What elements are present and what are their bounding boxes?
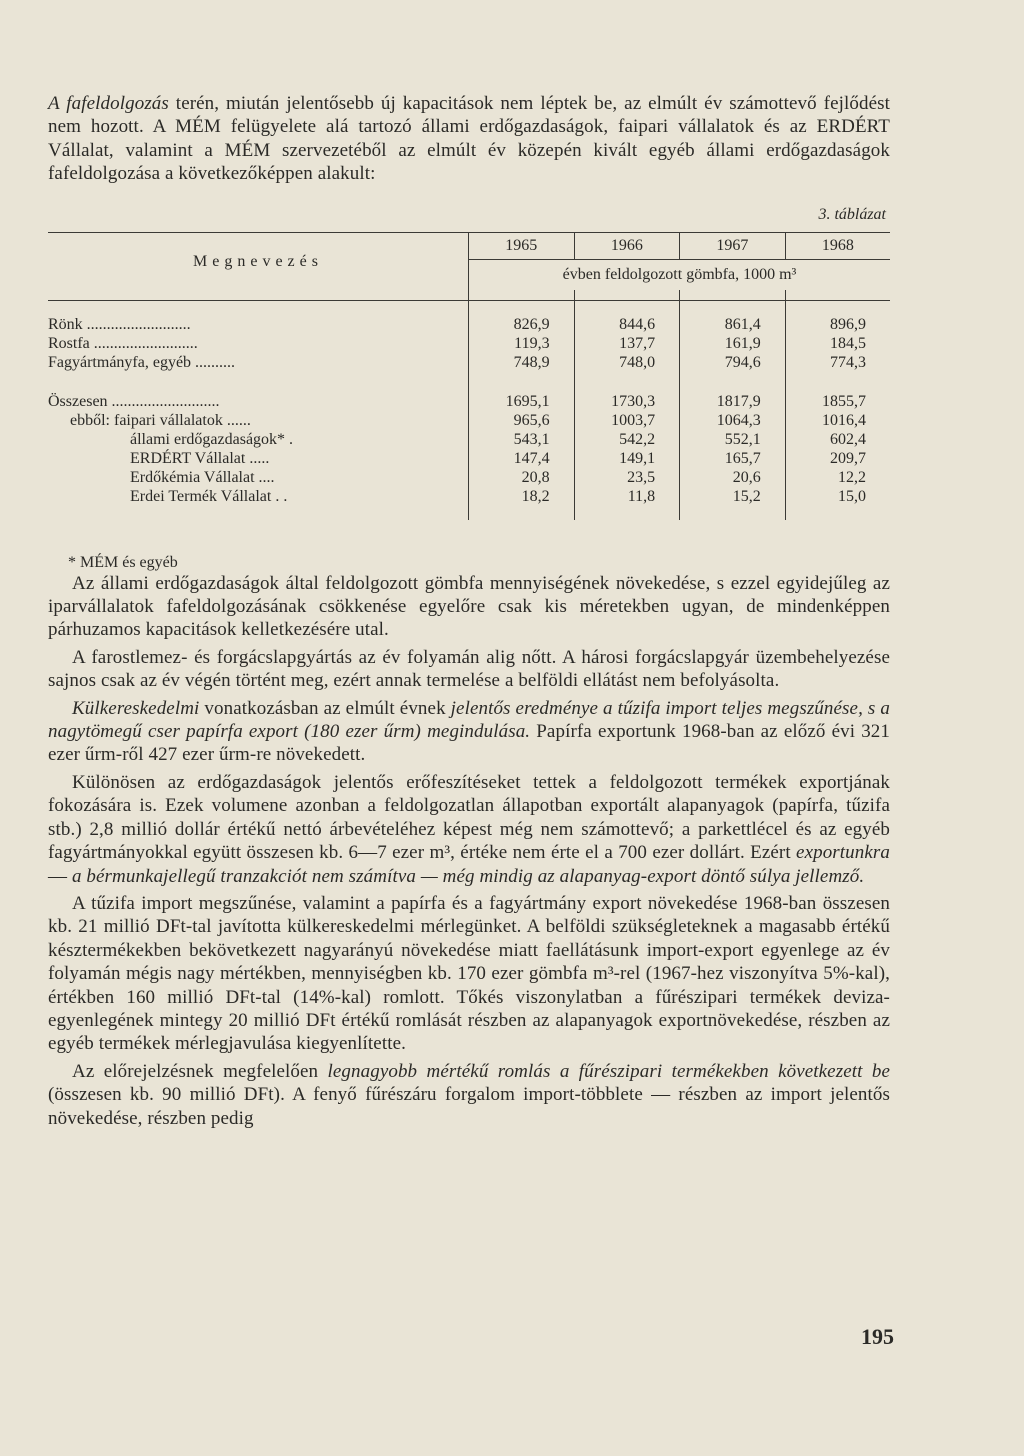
emphasis: Külkereskedelmi (72, 697, 200, 719)
cell: 896,9 (830, 315, 866, 333)
cell: 137,7 (574, 334, 680, 353)
cell: 748,0 (574, 353, 680, 372)
row-label: Erdei Termék Vállalat . . (48, 487, 469, 506)
table-row (48, 430, 890, 449)
cell: 1730,3 (574, 392, 680, 411)
cell: 149,1 (574, 449, 680, 468)
row-label: ERDÉRT Vállalat ..... (48, 449, 469, 468)
cell: 119,3 (469, 334, 575, 353)
cell: 602,4 (830, 430, 866, 448)
cell: 1855,7 (822, 392, 866, 410)
table-row (48, 353, 890, 372)
emphasis: jelentős eredménye a tűzifa import teljes megszűnése, s a nagytömegű cser papírfa export (180 ezer űrm) megindulása. (48, 697, 890, 743)
text-run: vonatkozásban az elmúlt évnek (199, 697, 451, 719)
emphasis: exportunkra (796, 842, 890, 864)
row-label: ebből: faipari vállalatok ...... (48, 411, 469, 430)
emphasis: legnagyobb mértékű romlás a fűrészipari termékekben következett be (327, 1060, 890, 1082)
cell: 542,2 (574, 430, 680, 449)
cell: 161,9 (680, 334, 786, 353)
paragraph-5: A tűzifa import megszűnése, valamint a papírfa és a fagyártmány export növekedése 1968-ban összesen kb. 21 millió DFt-tal javította külkereskedelmi mérlegünket. A belföldi szükségleteknek a magasabb értékű késztermékekben bekövetkezett nagyarányú növekedése miatt faellátásunk import-export egyenlege az év folyamán mégis nagy mértékben, mennyiségben kb. 170 ezer gömbfa m³-rel (1967-hez viszonyítva 5%-kal), értékben 160 millió DFt-tal (14%-kal) romlott. Tőkés viszonylatban a fűrészipari termékek deviza-egyenlegének mintegy 20 millió DFt értékű romlását részben az alapanyagok exportnövekedése, részben az egyéb termékek mérlegjavulása kiegyenlítette. (48, 892, 890, 1055)
unit-header: évben feldolgozott gömbfa, 1000 m³ (562, 266, 797, 284)
paragraph-2: A farostlemez- és forgácslapgyártás az év folyamán alig nőtt. A hárosi forgácslapgyár üzembehelyezése sajnos csak az év végén történt meg, ezért annak termelése a belföldi ellátást nem befolyásolta. (48, 646, 890, 692)
table-header-row (48, 232, 890, 259)
year-header-1967: 1967 (680, 232, 786, 259)
table-row (48, 487, 890, 506)
cell: 165,7 (680, 449, 786, 468)
cell: 552,1 (680, 430, 786, 449)
text-run: Különösen az erdőgazdaságok jelentős erőfeszítéseket tettek a feldolgozott termékek exportjának fokozására is. Ezek volumene azonban a feldolgozatlan állapotban exportált alapanyagok (papírfa, tűzifa stb.) 2,8 millió dollár értékű nettó árbevételéhez képest még nem számottevő; a parkettlécel és az egyéb fagyártmányokkal együtt összesen kb. 6—7 ezer m³, értéke nem érte el a 700 ezer dollárt. Ezért (48, 771, 890, 864)
year-header-1968: 1968 (785, 232, 890, 259)
intro-paragraph (48, 92, 890, 186)
cell: 209,7 (830, 449, 866, 467)
paragraph-6 (48, 1060, 890, 1130)
cell: 1817,9 (680, 392, 786, 411)
table-row (48, 334, 890, 353)
cell: 18,2 (469, 487, 575, 506)
page-content (48, 92, 890, 1130)
cell: 15,0 (838, 487, 866, 505)
column-header-label: Megnevezés (48, 232, 469, 290)
cell: 844,6 (574, 315, 680, 334)
text-run: Az előrejelzésnek megfelelően (72, 1060, 328, 1082)
year-header-1966: 1966 (574, 232, 680, 259)
row-label: Fagyártmányfa, egyéb .......... (48, 353, 469, 372)
row-label: Rönk .......................... (48, 315, 469, 334)
cell: 826,9 (469, 315, 575, 334)
cell: 1695,1 (469, 392, 575, 411)
cell: 774,3 (830, 353, 866, 371)
paragraph-4 (48, 771, 890, 888)
cell: 861,4 (680, 315, 786, 334)
header-bottom-rule (48, 290, 890, 301)
table-label: 3. táblázat (818, 205, 886, 223)
text-run: (összesen kb. 90 millió DFt). A fenyő fűrészáru forgalom import-többlete — részben az import jelentős növekedése, részben pedig (48, 1084, 890, 1129)
cell: 12,2 (838, 468, 866, 486)
cell: 748,9 (469, 353, 575, 372)
text-run: — (48, 865, 72, 887)
table-footnote: * MÉM és egyéb (68, 553, 178, 571)
intro-lead: A fafeldolgozás (48, 93, 169, 114)
cell: 1016,4 (822, 411, 866, 429)
cell: 184,5 (830, 334, 866, 352)
cell: 1064,3 (680, 411, 786, 430)
cell: 23,5 (574, 468, 680, 487)
emphasis: a bérmunkajellegű tranzakciót nem számítva — még mindig az alapanyag-export döntő súlya jellemző. (71, 865, 865, 887)
cell: 20,6 (680, 468, 786, 487)
cell: 20,8 (469, 468, 575, 487)
cell: 543,1 (469, 430, 575, 449)
cell: 965,6 (469, 411, 575, 430)
table-row-total (48, 392, 890, 411)
cell: 147,4 (469, 449, 575, 468)
row-label: Rostfa .......................... (48, 334, 469, 353)
row-label: Összesen ........................... (48, 392, 469, 411)
table-row (48, 468, 890, 487)
table-row (48, 411, 890, 430)
table-row (48, 449, 890, 468)
text-run: Papírfa exportunk 1968-ban az előző évi 321 ezer űrm-ről 427 ezer űrm-re növekedett. (48, 721, 890, 766)
year-header-1965: 1965 (469, 232, 575, 259)
cell: 15,2 (680, 487, 786, 506)
intro-text: terén, miután jelentősebb új kapacitások nem léptek be, az elmúlt év számottevő fejlődést nem hozott. A MÉM felügyelete alá tartozó állami erdőgazdaságok, faipari vállalatok és az ERDÉRT Vállalat, valamint a MÉM szervezetéből az elmúlt év közepén kivált egyéb állami erdőgazdaságok fafeldolgozása a következőképpen alakult: (48, 93, 890, 185)
data-table (48, 232, 890, 520)
cell: 1003,7 (574, 411, 680, 430)
paragraph-1: Az állami erdőgazdaságok által feldolgozott gömbfa mennyiségének növekedése, s ezzel egyidejűleg az iparvállalatok fafeldolgozásának csökkenése egyelőre csak kis méretekben ugyan, de mindenképpen párhuzamos kapacitások kelletkezésére utal. (48, 572, 890, 641)
row-label: állami erdőgazdaságok* . (48, 430, 469, 449)
table-row (48, 315, 890, 334)
paragraph-3 (48, 697, 890, 767)
cell: 794,6 (680, 353, 786, 372)
row-label: Erdőkémia Vállalat .... (48, 468, 469, 487)
cell: 11,8 (574, 487, 680, 506)
page-number: 195 (861, 1324, 894, 1349)
